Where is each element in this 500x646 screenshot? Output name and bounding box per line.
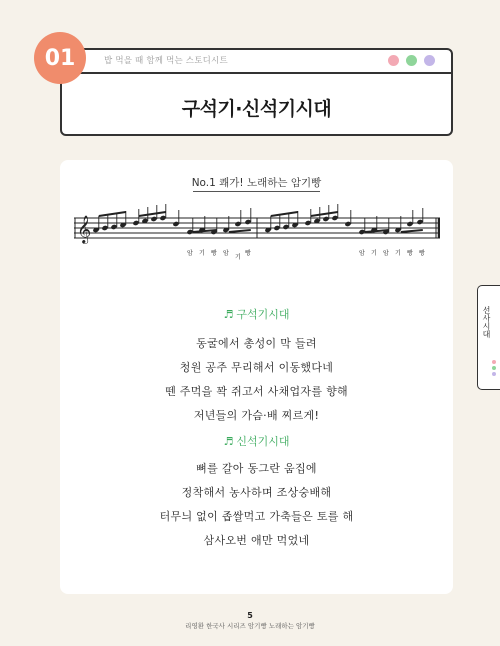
header-bar — [62, 50, 451, 74]
song-panel — [60, 160, 453, 594]
lyric-line: 뗀 주먹을 꽉 쥐고서 사채업자를 향해 — [165, 385, 348, 398]
section-heading-neolithic — [60, 433, 453, 449]
window-dots — [388, 55, 435, 66]
purple-dot-icon — [492, 372, 496, 376]
green-dot-icon — [492, 366, 496, 370]
page-number: 5 — [247, 611, 253, 620]
lyric-syllable: 암 — [223, 250, 229, 257]
lyric-line: 정착해서 농사하며 조상숭배해 — [181, 486, 332, 499]
lyric-syllable: 빵 — [211, 250, 217, 257]
note-beam — [311, 212, 338, 216]
note-beam — [99, 212, 126, 216]
song-title: No.1 쾌가! 노래하는 암기빵 — [191, 177, 322, 189]
lyric-syllable: 암 — [187, 250, 193, 257]
lyric-syllable: 기 — [235, 254, 241, 261]
music-note-icon: ♬ — [223, 435, 234, 448]
lyric-syllable: 기 — [395, 250, 401, 257]
lyric-line: 저년들의 가슴·배 찌르게! — [193, 409, 320, 422]
footer-text: 리영환 한국사 시리즈 암기빵 노래하는 암기빵 — [185, 622, 315, 630]
music-note-icon: ♬ — [223, 308, 234, 321]
section-heading-paleolithic — [60, 306, 453, 322]
pink-dot-icon — [388, 55, 399, 66]
header-card — [60, 48, 453, 136]
lyric-line: 뼈를 갈아 동그란 움집에 — [196, 462, 317, 475]
chapter-side-tab[interactable] — [477, 285, 500, 390]
lyric-syllable: 기 — [371, 250, 377, 257]
chapter-badge: 01 — [34, 32, 86, 84]
note-beam — [271, 212, 298, 216]
note-beam — [401, 230, 423, 232]
lyric-syllable: 빵 — [245, 250, 251, 257]
side-tab-label: 선사시대 — [482, 306, 491, 338]
lyric-line: 청원 공주 무리해서 이동했다네 — [179, 361, 334, 374]
purple-dot-icon — [424, 55, 435, 66]
header-subtitle: 밥 먹을 때 함께 먹는 스토디시트 — [104, 56, 228, 66]
note-beam — [229, 230, 251, 232]
lyric-line: 동굴에서 총성이 막 들려 — [196, 337, 317, 350]
lyric-syllable: 기 — [199, 250, 205, 257]
music-staff — [74, 202, 440, 262]
lyric-syllable: 빵 — [407, 250, 413, 257]
pink-dot-icon — [492, 360, 496, 364]
section-heading-label: 구석기시대 — [236, 308, 290, 321]
note-beam — [139, 212, 166, 216]
song-title-underline — [193, 191, 320, 192]
treble-clef-icon: 𝄞 — [77, 215, 92, 243]
lyric-line: 터무늬 없이 좁쌀먹고 가축들은 토를 해 — [159, 510, 354, 523]
section-heading-label: 신석기시대 — [236, 435, 290, 448]
page-title: 구석기·신석기시대 — [181, 98, 332, 120]
green-dot-icon — [406, 55, 417, 66]
lyric-syllable: 빵 — [419, 250, 425, 257]
side-tab-dots — [492, 360, 496, 376]
lyric-line: 삼사오번 애만 먹었네 — [203, 534, 310, 547]
lyric-syllable: 암 — [383, 250, 389, 257]
lyric-syllable: 암 — [359, 250, 365, 257]
